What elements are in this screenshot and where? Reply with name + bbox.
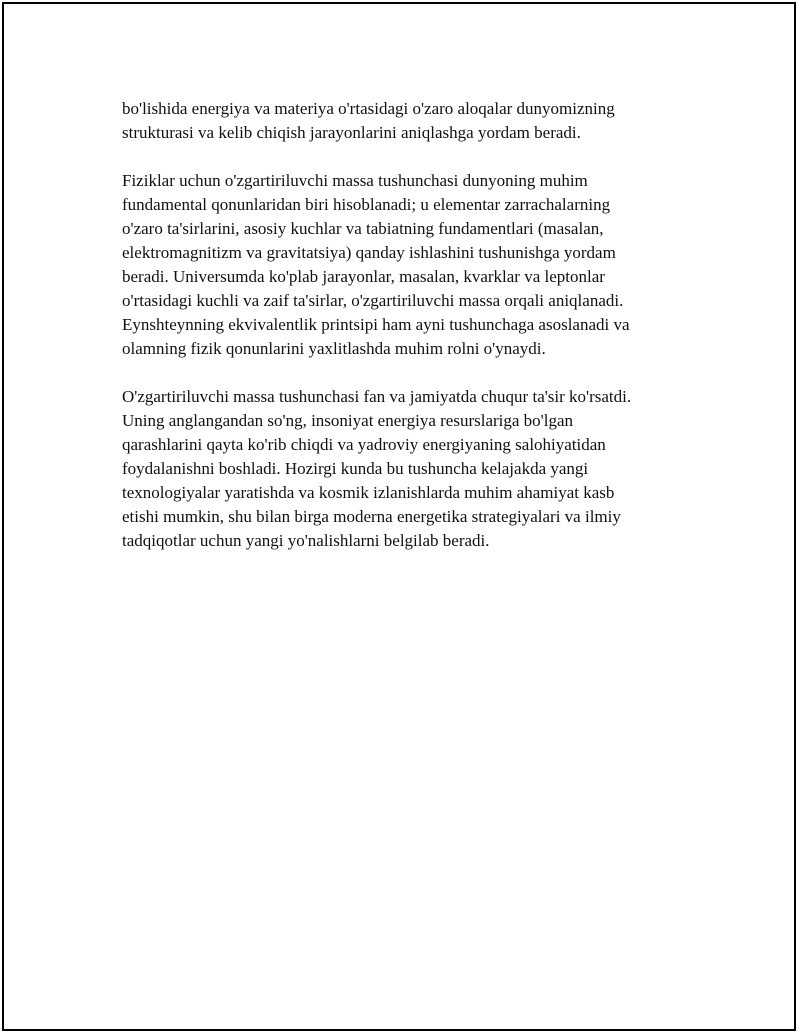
text-line: fundamental qonunlaridan biri hisoblanadi; u elementar zarrachalarning [122, 195, 611, 214]
text-line: foydalanishni boshladi. Hozirgi kunda bu tushuncha kelajakda yangi [122, 459, 589, 478]
paragraph-1 [122, 97, 692, 145]
text-line: O'zgartiriluvchi massa tushunchasi fan va jamiyatda chuqur ta'sir ko'rsatdi. [122, 387, 632, 406]
paragraph-3 [122, 385, 692, 553]
text-line: strukturasi va kelib chiqish jarayonlarini aniqlashga yordam beradi. [122, 123, 581, 142]
text-line: Uning anglangandan so'ng, insoniyat energiya resurslariga bo'lgan [122, 411, 574, 430]
text-line: Eynshteynning ekvivalentlik printsipi ham ayni tushunchaga asoslanadi va [122, 315, 630, 334]
text-line: o'zaro ta'sirlarini, asosiy kuchlar va tabiatning fundamentlari (masalan, [122, 219, 604, 238]
document-body [122, 97, 692, 577]
text-line: tadqiqotlar uchun yangi yo'nalishlarni belgilab beradi. [122, 531, 490, 550]
text-line: qarashlarini qayta ko'rib chiqdi va yadroviy energiyaning salohiyatidan [122, 435, 606, 454]
page-frame [2, 2, 796, 1031]
text-line: bo'lishida energiya va materiya o'rtasidagi o'zaro aloqalar dunyomizning [122, 99, 615, 118]
text-line: olamning fizik qonunlarini yaxlitlashda muhim rolni o'ynaydi. [122, 339, 546, 358]
text-line: etishi mumkin, shu bilan birga moderna energetika strategiyalari va ilmiy [122, 507, 621, 526]
text-line: o'rtasidagi kuchli va zaif ta'sirlar, o'zgartiriluvchi massa orqali aniqlanadi. [122, 291, 624, 310]
text-line: texnologiyalar yaratishda va kosmik izlanishlarda muhim ahamiyat kasb [122, 483, 615, 502]
text-line: elektromagnitizm va gravitatsiya) qanday ishlashini tushunishga yordam [122, 243, 616, 262]
paragraph-2 [122, 169, 692, 361]
text-line: Fiziklar uchun o'zgartiriluvchi massa tushunchasi dunyoning muhim [122, 171, 588, 190]
text-line: beradi. Universumda ko'plab jarayonlar, masalan, kvarklar va leptonlar [122, 267, 605, 286]
